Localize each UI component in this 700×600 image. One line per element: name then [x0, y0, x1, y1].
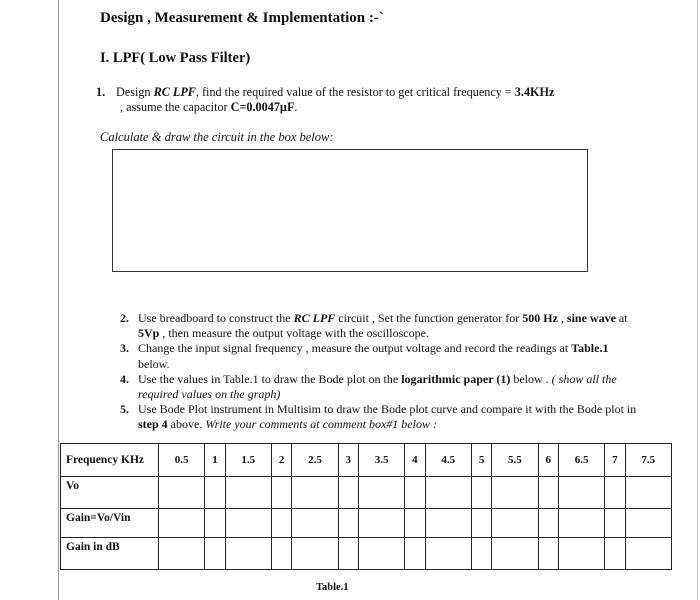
data-table [60, 443, 672, 570]
table-cell[interactable] [205, 509, 225, 538]
frequency-value: 4 [405, 444, 425, 477]
table-cell[interactable] [358, 477, 404, 509]
question-1-number: 1. [96, 85, 106, 99]
table-cell[interactable] [425, 477, 471, 509]
frequency-value: 7 [605, 444, 625, 477]
table-row [61, 538, 672, 570]
frequency-value: 6 [538, 444, 558, 477]
row-header: Gain=Vo/Vin [61, 509, 159, 538]
frequency-value: 4.5 [425, 444, 471, 477]
step-text: Use breadboard to construct the [138, 311, 294, 325]
table-cell[interactable] [159, 509, 205, 538]
table-cell[interactable] [471, 538, 491, 570]
row-header: Gain in dB [61, 538, 159, 570]
frequency-value: 1.5 [225, 444, 271, 477]
table-cell[interactable] [292, 477, 338, 509]
table-cell[interactable] [538, 509, 558, 538]
step-text: Use Bode Plot instrument in Multisim to draw the Bode plot curve and compare it with the Bode plot in [138, 402, 637, 417]
table-cell[interactable] [471, 509, 491, 538]
step-text: 500 Hz [522, 311, 558, 325]
question-1-text-b: , find the required value of the resistor to get critical frequency = [195, 85, 515, 99]
table-row [61, 509, 672, 538]
table-cell[interactable] [558, 509, 604, 538]
question-1-line2-a: , assume the capacitor [120, 100, 231, 114]
question-1 [96, 85, 636, 115]
table-cell[interactable] [538, 477, 558, 509]
table-cell[interactable] [605, 538, 625, 570]
page-edge-left [58, 0, 59, 600]
table-cell[interactable] [425, 509, 471, 538]
frequency-value: 5.5 [492, 444, 538, 477]
step-text: , [557, 311, 567, 325]
table-cell[interactable] [338, 477, 358, 509]
page-edge-right [697, 0, 698, 600]
table-cell[interactable] [205, 477, 225, 509]
table-header-row [61, 444, 672, 477]
step-text: Table.1 [571, 341, 609, 356]
frequency-value: 6.5 [558, 444, 604, 477]
step-text: RC LPF [293, 311, 336, 325]
step-text: logarithmic paper (1) [401, 371, 511, 386]
frequency-value: 2 [271, 444, 291, 477]
question-1-capacitor: C=0.0047µF [230, 100, 295, 114]
table-cell[interactable] [292, 538, 338, 570]
frequency-value: 3 [338, 444, 358, 477]
section-title: I. LPF( Low Pass Filter) [100, 50, 251, 66]
table-cell[interactable] [625, 538, 671, 570]
step-text: Change the input signal frequency , measure the output voltage and record the readings at [138, 341, 572, 356]
table-cell[interactable] [605, 509, 625, 538]
question-1-rc-lpf: RC LPF [153, 85, 196, 99]
step-text: below. [138, 356, 170, 371]
step-text: step 4 [138, 417, 168, 432]
table-cell[interactable] [538, 538, 558, 570]
table-row [61, 477, 672, 509]
table-cell[interactable] [358, 509, 404, 538]
table-cell[interactable] [225, 538, 271, 570]
table-cell[interactable] [271, 509, 291, 538]
table-cell[interactable] [225, 509, 271, 538]
question-1-line-2 [96, 100, 636, 115]
frequency-value: 0.5 [159, 444, 205, 477]
frequency-value: 2.5 [292, 444, 338, 477]
table-cell[interactable] [159, 477, 205, 509]
steps-list [120, 311, 640, 433]
table-cell[interactable] [605, 477, 625, 509]
circuit-drawing-box[interactable] [112, 149, 588, 272]
table-cell[interactable] [558, 477, 604, 509]
frequency-value: 3.5 [358, 444, 404, 477]
table-cell[interactable] [492, 477, 538, 509]
step-text: Use the values in Table.1 to draw the Bode plot on the [138, 371, 402, 386]
frequency-header: Frequency KHz [61, 444, 159, 477]
step-number: 3. [120, 341, 129, 356]
table-cell[interactable] [405, 509, 425, 538]
question-1-frequency: 3.4KHz [514, 85, 555, 99]
step-item [120, 311, 640, 341]
step-text: below . [510, 371, 552, 386]
table-cell[interactable] [292, 509, 338, 538]
step-text: , then measure the output voltage with the oscilloscope. [159, 326, 429, 341]
step-number: 2. [120, 311, 129, 325]
step-text: at [615, 311, 628, 325]
frequency-value: 1 [205, 444, 225, 477]
step-text: sine wave [566, 311, 616, 325]
table-cell[interactable] [492, 509, 538, 538]
question-1-line2-b: . [294, 100, 298, 114]
step-text: Write your comments at comment box#1 below : [205, 417, 437, 432]
table-cell[interactable] [271, 477, 291, 509]
question-1-text-a: Design [116, 85, 154, 99]
step-number: 5. [120, 402, 129, 417]
step-item [120, 402, 640, 432]
question-1-line-1 [96, 85, 636, 100]
step-item [120, 372, 640, 402]
step-number: 4. [120, 371, 129, 386]
frequency-value: 5 [471, 444, 491, 477]
frequency-value: 7.5 [625, 444, 671, 477]
table-cell[interactable] [558, 538, 604, 570]
table-cell[interactable] [159, 538, 205, 570]
table-caption: Table.1 [316, 582, 349, 593]
table-cell[interactable] [338, 509, 358, 538]
table-cell[interactable] [358, 538, 404, 570]
table-cell[interactable] [492, 538, 538, 570]
table-cell[interactable] [625, 477, 671, 509]
calc-instruction: Calculate & draw the circuit in the box below: [100, 130, 334, 144]
table-cell[interactable] [405, 538, 425, 570]
row-header: Vo [61, 477, 159, 509]
table-cell[interactable] [625, 509, 671, 538]
table-cell[interactable] [425, 538, 471, 570]
step-text: circuit , Set the function generator for [335, 311, 523, 325]
table-cell[interactable] [405, 477, 425, 509]
step-text: above. [167, 417, 206, 432]
step-text: 5Vp [138, 326, 160, 341]
table-cell[interactable] [271, 538, 291, 570]
page-title: Design , Measurement & Implementation :-` [100, 10, 384, 26]
step-text: ( show all the required values on the graph) [138, 371, 617, 402]
table-cell[interactable] [338, 538, 358, 570]
table-cell[interactable] [205, 538, 225, 570]
table-cell[interactable] [225, 477, 271, 509]
step-item [120, 341, 640, 371]
table-cell[interactable] [471, 477, 491, 509]
